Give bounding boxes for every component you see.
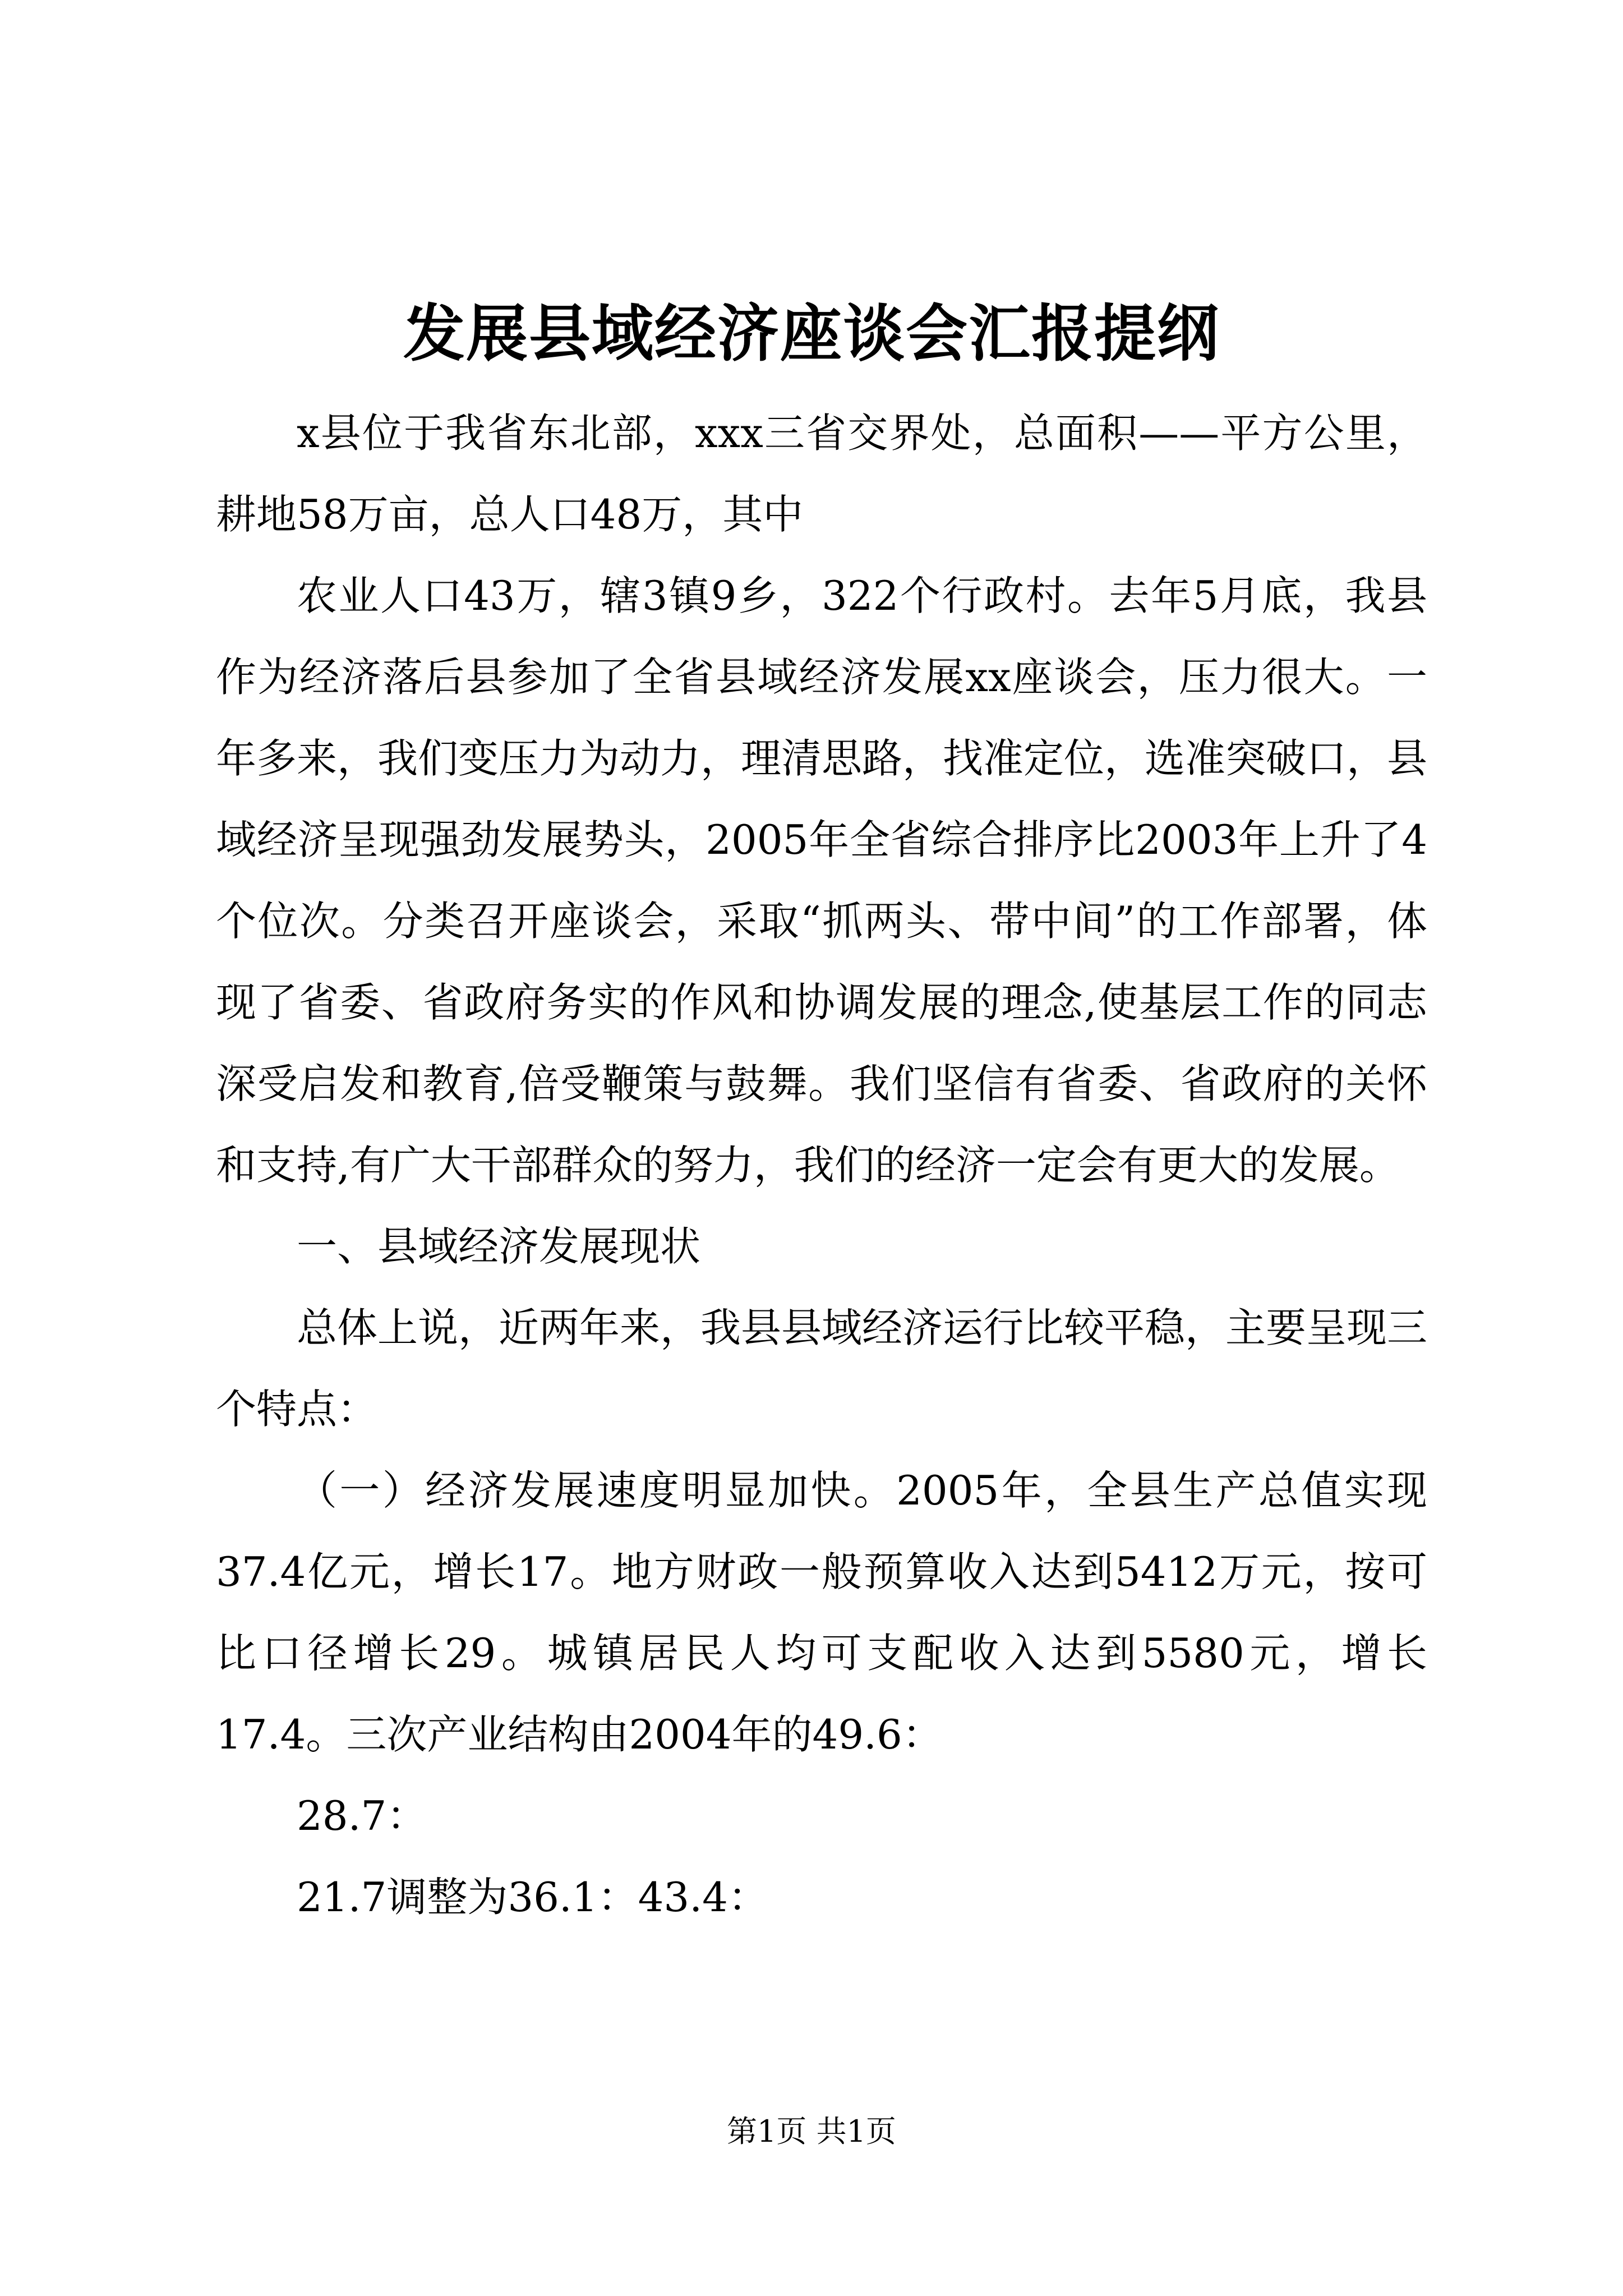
paragraph-ratio-1: 28.7：	[297, 1792, 427, 1839]
page-footer: 第1页 共1页	[727, 2114, 896, 2149]
paragraph-intro: x县位于我省东北部，xxx三省交界处，总面积——平方公里，耕地58万亩，总人口48万，其中	[216, 409, 1427, 538]
document-body	[216, 393, 1427, 1938]
paragraph-ratio-2: 21.7调整为36.1：43.4：	[297, 1874, 768, 1921]
section-heading-status: 一、县域经济发展现状	[297, 1223, 701, 1270]
paragraph-summary: 总体上说，近两年来，我县县域经济运行比较平稳，主要呈现三个特点：	[216, 1304, 1428, 1433]
paragraph-growth: （一）经济发展速度明显加快。2005年，全县生产总值实现37.4亿元，增长17。地方财政一般预算收入达到5412万元，按可比口径增长29。城镇居民人均可支配收入达到5580元，增长17.4。三次产业结构由2004年的49.6：	[216, 1467, 1427, 1758]
document-title: 发展县域经济座谈会汇报提纲	[403, 297, 1220, 370]
paragraph-overview: 农业人口43万，辖3镇9乡，322个行政村。去年5月底，我县作为经济落后县参加了全省县域经济发展xx座谈会，压力很大。一年多来，我们变压力为动力，理清思路，找准定位，选准突破口，县域经济呈现强劲发展势头，2005年全省综合排序比2003年上升了4个位次。分类召开座谈会，采取“抓两头、带中间”的工作部署，体现了省委、省政府务实的作风和协调发展的理念,使基层工作的同志深受启发和教育,倍受鞭策与鼓舞。我们坚信有省委、省政府的关怀和支持,有广大干部群众的努力，我们的经济一定会有更大的发展。	[216, 572, 1428, 1189]
